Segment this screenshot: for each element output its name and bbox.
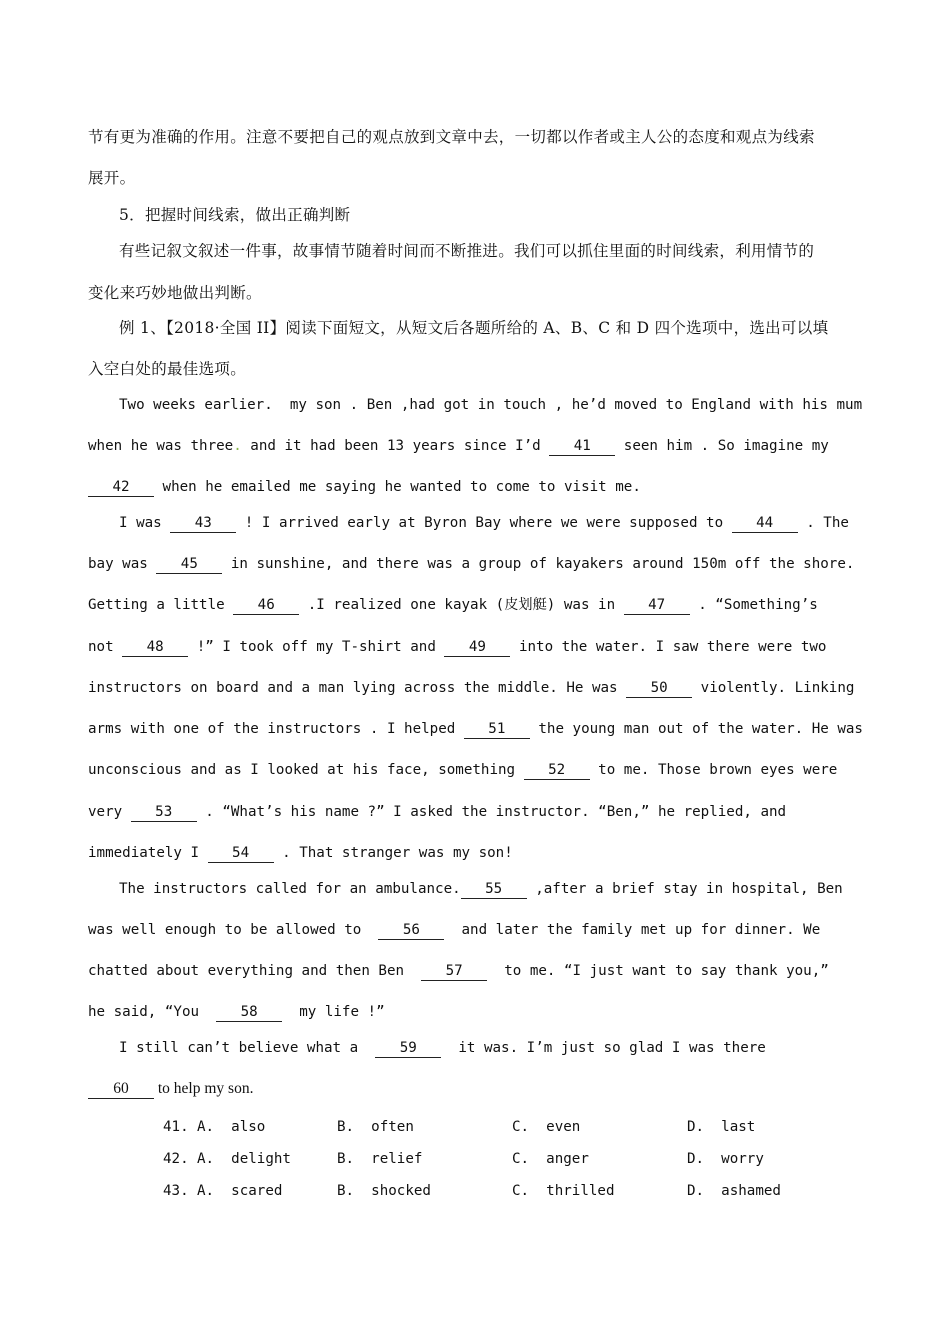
option-row-41: [0, 1117, 950, 1137]
question-number: 41.: [163, 1119, 189, 1135]
option-b[interactable]: B. often: [337, 1119, 414, 1135]
passage-line: [119, 395, 862, 415]
blank-46[interactable]: 46: [233, 596, 299, 615]
passage-text: to help my son.: [154, 1080, 254, 1097]
blank-48[interactable]: 48: [122, 638, 188, 657]
passage-text: he said, “You: [88, 1004, 217, 1020]
passage-line: [88, 961, 829, 981]
passage-text: into the water. I saw there were two: [510, 639, 827, 655]
passage-text: . “What’s his name ?” I asked the instructor. “Ben,” he replied, and: [196, 804, 787, 820]
passage-dot: .: [233, 438, 242, 454]
intro-paragraph-line: 有些记叙文叙述一件事，故事情节随着时间而不断推进。我们可以抓住里面的时间线索，利用情节的: [119, 242, 815, 260]
passage-text: Two weeks earlier. my son . Ben ,had got in touch , he’d moved to England with his mum: [119, 397, 863, 413]
blank-52[interactable]: 52: [524, 761, 590, 780]
passage-text: violently. Linking: [692, 680, 855, 696]
passage-text: instructors on board and a man lying across the middle. He was: [88, 680, 627, 696]
passage-line: [88, 554, 854, 574]
blank-42[interactable]: 42: [88, 478, 154, 497]
passage-text: . The: [797, 515, 849, 531]
option-a[interactable]: A. scared: [197, 1183, 283, 1199]
passage-text: . That stranger was my son!: [273, 845, 513, 861]
passage-text: bay was: [88, 556, 157, 572]
passage-line: [88, 1002, 385, 1022]
blank-59[interactable]: 59: [375, 1039, 441, 1058]
passage-text: I still can’t believe what a: [119, 1040, 376, 1056]
passage-line: [88, 637, 826, 657]
passage-line: [88, 802, 786, 822]
passage-text: arms with one of the instructors . I helped: [88, 721, 464, 737]
blank-41[interactable]: 41: [549, 437, 615, 456]
blank-49[interactable]: 49: [444, 638, 510, 657]
option-d[interactable]: D. ashamed: [687, 1183, 781, 1199]
passage-text: not: [88, 639, 123, 655]
blank-44[interactable]: 44: [732, 514, 798, 533]
blank-58[interactable]: 58: [216, 1003, 282, 1022]
option-row-43: [0, 1181, 950, 1201]
passage-text: . “Something’s: [689, 597, 818, 613]
blank-43[interactable]: 43: [170, 514, 236, 533]
option-d[interactable]: D. worry: [687, 1151, 764, 1167]
passage-line: [119, 1038, 766, 1058]
intro-paragraph-line: 变化来巧妙地做出判断。: [88, 284, 262, 302]
passage-text: the young man out of the water. He was: [529, 721, 863, 737]
passage-line: [119, 513, 849, 533]
passage-line: [88, 719, 863, 739]
passage-text: seen him . So imagine my: [615, 438, 829, 454]
passage-text: .I realized one kayak (皮划艇) was in: [299, 597, 624, 613]
blank-56[interactable]: 56: [378, 921, 444, 940]
question-number: 43.: [163, 1183, 189, 1199]
passage-text: was well enough to be allowed to: [88, 922, 379, 938]
passage-text: when he was three: [88, 438, 234, 454]
section-heading: 5．把握时间线索，做出正确判断: [119, 206, 351, 224]
option-d[interactable]: D. last: [687, 1119, 756, 1135]
passage-text: to me. “I just want to say thank you,”: [487, 963, 829, 979]
option-a[interactable]: A. also: [197, 1119, 266, 1135]
passage-text: ,after a brief stay in hospital, Ben: [526, 881, 843, 897]
passage-text: and it had been 13 years since I’d: [241, 438, 550, 454]
blank-51[interactable]: 51: [464, 720, 530, 739]
blank-45[interactable]: 45: [156, 555, 222, 574]
blank-47[interactable]: 47: [624, 596, 690, 615]
passage-line: [88, 436, 829, 456]
passage-line: [88, 678, 854, 698]
passage-text: to me. Those brown eyes were: [589, 762, 838, 778]
passage-line: [88, 760, 837, 780]
option-b[interactable]: B. relief: [337, 1151, 423, 1167]
passage-text: in sunshine, and there was a group of kayakers around 150m off the shore.: [222, 556, 855, 572]
passage-text: ! I arrived early at Byron Bay where we were supposed to: [236, 515, 732, 531]
option-a[interactable]: A. delight: [197, 1151, 291, 1167]
passage-line: [88, 1079, 253, 1099]
question-number: 42.: [163, 1151, 189, 1167]
passage-line: [88, 477, 641, 497]
passage-line: [88, 920, 820, 940]
passage-text: Getting a little: [88, 597, 234, 613]
passage-text: my life !”: [282, 1004, 385, 1020]
passage-text: I was: [119, 515, 171, 531]
passage-text: chatted about everything and then Ben: [88, 963, 422, 979]
intro-paragraph-line: 展开。: [88, 169, 136, 187]
example-heading-line: 例 1、【2018·全国 II】阅读下面短文，从短文后各题所给的 A、B、C 和 D 四个选项中，选出可以填: [119, 319, 829, 337]
passage-text: immediately I: [88, 845, 208, 861]
passage-text: very: [88, 804, 131, 820]
option-row-42: [0, 1149, 950, 1169]
passage-line: [119, 879, 843, 899]
example-heading-line: 入空白处的最佳选项。: [88, 360, 247, 378]
option-b[interactable]: B. shocked: [337, 1183, 431, 1199]
passage-text: when he emailed me saying he wanted to come to visit me.: [154, 479, 641, 495]
option-c[interactable]: C. anger: [512, 1151, 589, 1167]
option-c[interactable]: C. even: [512, 1119, 581, 1135]
blank-55[interactable]: 55: [461, 880, 527, 899]
blank-60[interactable]: 60: [88, 1080, 154, 1099]
passage-text: !” I took off my T-shirt and: [188, 639, 445, 655]
blank-53[interactable]: 53: [131, 803, 197, 822]
passage-text: and later the family met up for dinner. We: [444, 922, 821, 938]
passage-text: it was. I’m just so glad I was there: [441, 1040, 766, 1056]
blank-50[interactable]: 50: [626, 679, 692, 698]
blank-57[interactable]: 57: [421, 962, 487, 981]
blank-54[interactable]: 54: [208, 844, 274, 863]
passage-line: [88, 843, 513, 863]
option-c[interactable]: C. thrilled: [512, 1183, 615, 1199]
passage-text: The instructors called for an ambulance.: [119, 881, 461, 897]
passage-text: unconscious and as I looked at his face, something: [88, 762, 524, 778]
passage-line: [88, 595, 818, 615]
intro-paragraph-line: 节有更为准确的作用。注意不要把自己的观点放到文章中去，一切都以作者或主人公的态度和观点为线索: [88, 128, 815, 146]
